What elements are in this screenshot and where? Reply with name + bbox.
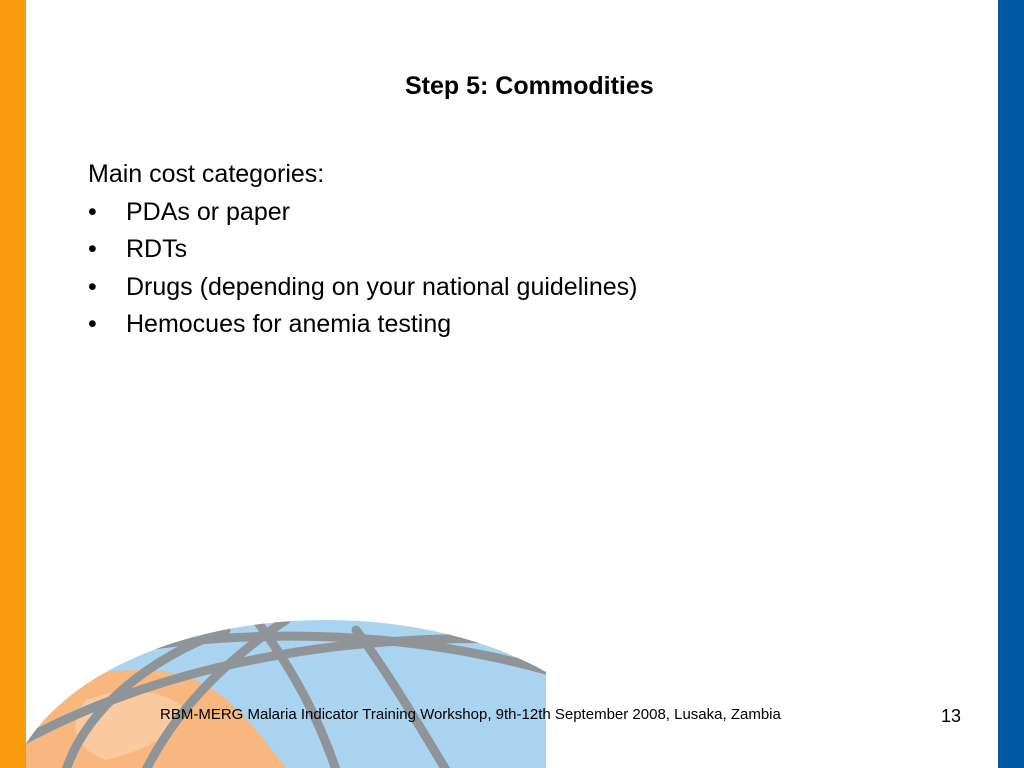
slide-body: [88, 156, 637, 344]
cost-category-list: [88, 194, 637, 344]
bullet-icon: •: [88, 197, 97, 226]
list-item: [88, 269, 637, 307]
list-item-text: PDAs or paper: [126, 197, 290, 226]
page-number: 13: [941, 706, 962, 726]
slide-footer: RBM-MERG Malaria Indicator Training Workshop, 9th-12th September 2008, Lusaka, Zambia: [160, 706, 781, 723]
bullet-icon: •: [88, 235, 97, 263]
right-accent-bar: [998, 0, 1024, 768]
slide-title: Step 5: Commodities: [405, 72, 654, 100]
list-item-text: Hemocues for anemia testing: [126, 310, 452, 338]
list-item-text: RDTs: [126, 235, 188, 263]
list-item: [88, 194, 637, 232]
globe-icon: [26, 560, 546, 768]
list-item-text: Drugs (depending on your national guidelines): [126, 272, 638, 301]
list-item: [88, 306, 637, 344]
intro-text: Main cost categories:: [88, 160, 325, 188]
bullet-icon: •: [88, 272, 97, 301]
list-item: [88, 231, 637, 269]
left-accent-bar: [0, 0, 26, 768]
bullet-icon: •: [88, 310, 97, 338]
